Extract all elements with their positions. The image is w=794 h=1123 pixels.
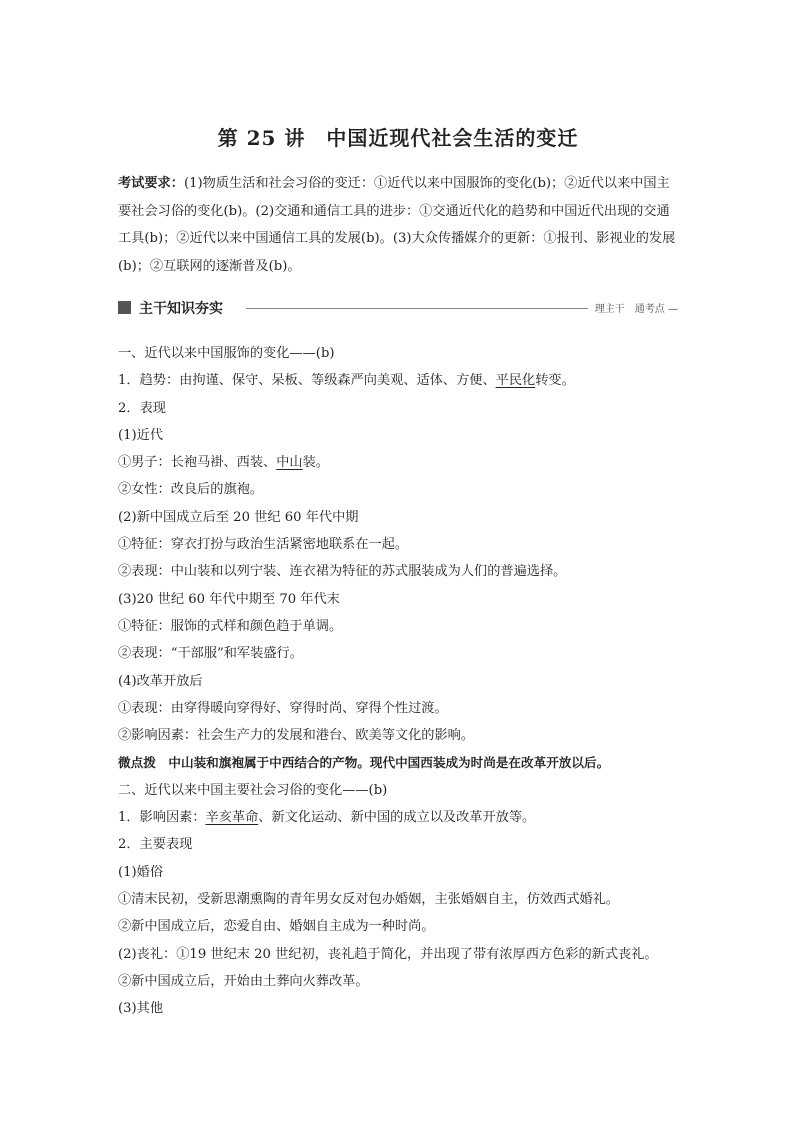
content-lines xyxy=(118,340,678,1022)
section-tag: 理主干 通考点 — xyxy=(594,304,678,315)
text-line: ①特征：服饰的式样和颜色趋于单调。 xyxy=(118,618,343,634)
text-segment: ①男子：长袍马褂、西装、 xyxy=(118,455,277,471)
text-line: ②新中国成立后，开始由土葬向火葬改革。 xyxy=(118,973,369,989)
heading-customs: 二、近代以来中国主要社会习俗的变化——(b) xyxy=(118,782,388,798)
text-line: (3)20 世纪 60 年代中期至 70 年代末 xyxy=(118,591,340,607)
exam-requirements xyxy=(118,170,678,280)
section-divider xyxy=(246,308,588,309)
text-line: ②新中国成立后，恋爱自由、婚姻自主成为一种时尚。 xyxy=(118,919,435,935)
text-line: (2)新中国成立后至 20 世纪 60 年代中期 xyxy=(118,509,359,525)
text-line xyxy=(118,449,678,476)
requirements-text: (1)物质生活和社会习俗的变迁：①近代以来中国服饰的变化(b)；②近代以来中国主要社会习俗的变化(b)。(2)交通和通信工具的进步：①交通近代化的趋势和中国近代出现的交通工具(b)；②近代以来中国通信工具的发展(b)。(3)大众传播媒介的更新：①报刊、影视业的发展(b)；②互联网的逐渐普及(b)。 xyxy=(118,176,676,274)
text-line: ②影响因素：社会生产力的发展和港台、欧美等文化的影响。 xyxy=(118,728,475,744)
text-line xyxy=(118,804,678,831)
requirements-label: 考试要求： xyxy=(118,176,184,191)
section-header xyxy=(118,299,678,317)
text-line: (1)近代 xyxy=(118,427,164,443)
text-line: (2)丧礼：①19 世纪末 20 世纪初，丧礼趋于简化，并出现了带有浓厚西方色彩的新式丧礼。 xyxy=(118,946,658,962)
text-line: 2．表现 xyxy=(118,400,166,416)
text-line: ②表现：“干部服”和军装盛行。 xyxy=(118,646,303,662)
underlined-term: 中山 xyxy=(276,455,303,471)
text-line: 2．主要表现 xyxy=(118,837,193,853)
text-line: ②表现：中山装和以列宁装、连衣裙为特征的苏式服装成为人们的普遍选择。 xyxy=(118,564,567,580)
text-line: ①表现：由穿得暖向穿得好、穿得时尚、穿得个性过渡。 xyxy=(118,700,448,716)
text-line: (1)婚俗 xyxy=(118,864,164,880)
text-line: ①清末民初，受新思潮熏陶的青年男女反对包办婚姻，主张婚姻自主，仿效西式婚礼。 xyxy=(118,891,620,907)
text-line: (4)改革开放后 xyxy=(118,673,203,689)
underlined-term: 平民化 xyxy=(495,373,536,389)
heading-clothing: 一、近代以来中国服饰的变化——(b) xyxy=(118,346,335,361)
text-line: (3)其他 xyxy=(118,1001,164,1017)
text-segment: 、新文化运动、新中国的成立以及改革开放等。 xyxy=(258,810,536,826)
text-line xyxy=(118,367,678,394)
text-segment: 1．影响因素： xyxy=(118,810,206,826)
text-line: ①特征：穿衣打扮与政治生活紧密地联系在一起。 xyxy=(118,537,409,553)
text-segment: 装。 xyxy=(302,455,329,471)
page-title: 第 25 讲 中国近现代社会生活的变迁 xyxy=(217,126,579,150)
tip-line: 微点拨 中山装和旗袍属于中西结合的产物。现代中国西装成为时尚是在改革开放以后。 xyxy=(118,755,610,771)
section-title: 主干知识夯实 xyxy=(139,301,223,317)
text-line: ②女性：改良后的旗袍。 xyxy=(118,482,264,498)
square-icon xyxy=(118,301,131,314)
text-segment: 1．趋势：由拘谨、保守、呆板、等级森严向美观、适体、方便、 xyxy=(118,373,496,389)
text-segment: 转变。 xyxy=(535,373,575,389)
underlined-term: 辛亥革命 xyxy=(205,810,259,826)
